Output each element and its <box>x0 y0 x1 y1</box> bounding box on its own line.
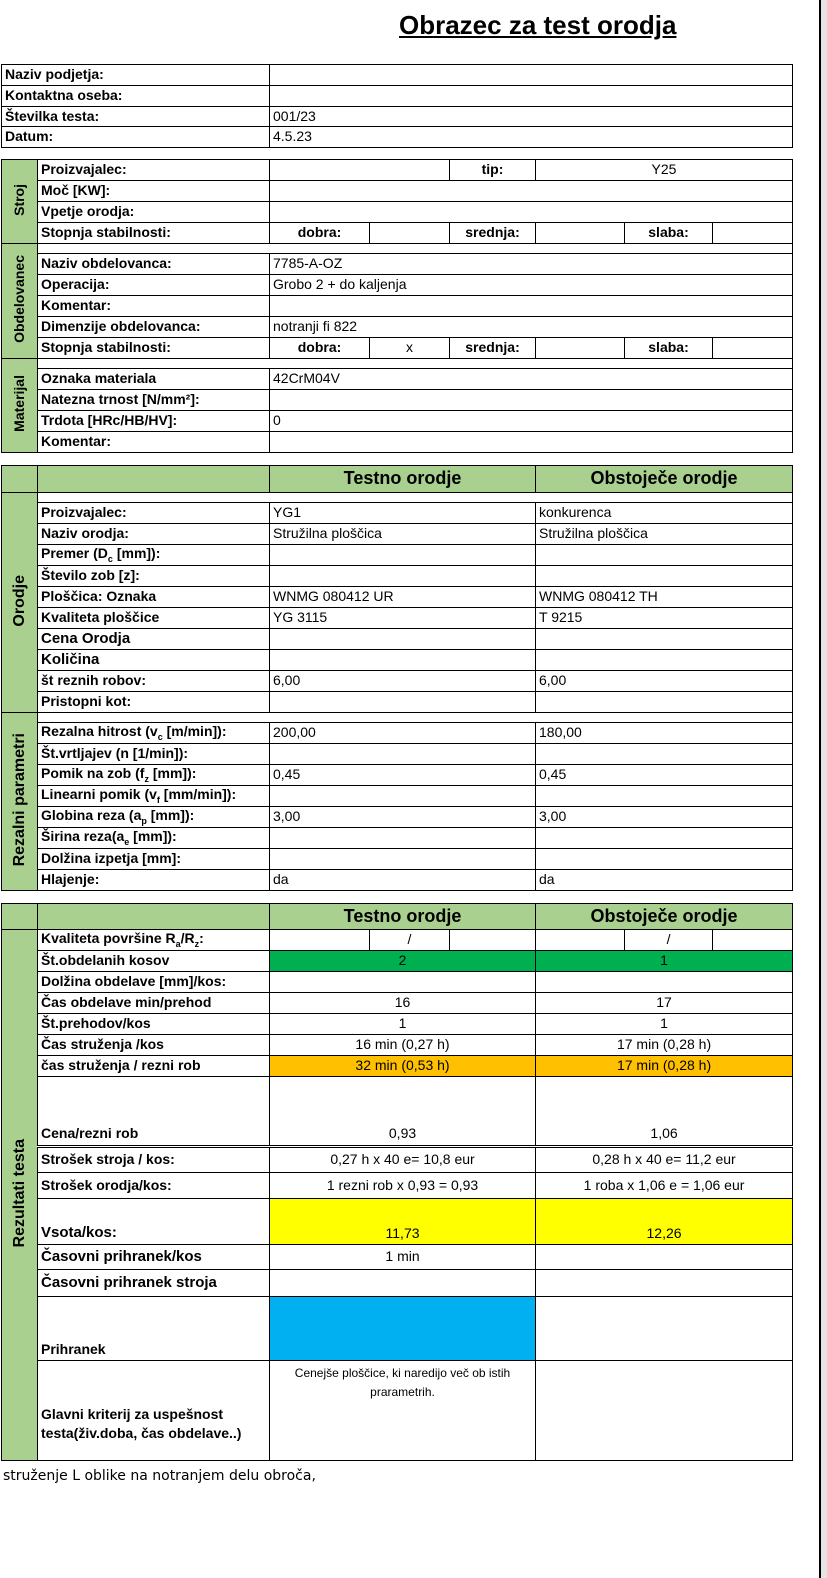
cutting-row-test[interactable]: 0,45 <box>270 765 536 786</box>
machine-stability-good-value[interactable] <box>370 223 450 244</box>
workpiece-stability-label: Stopnja stabilnosti: <box>38 338 270 359</box>
material-tensile-label: Natezna trnost [N/mm²]: <box>38 390 270 411</box>
header-blank <box>38 904 270 930</box>
machine-manufacturer-value[interactable] <box>270 160 450 181</box>
workpiece-operation-value[interactable]: Grobo 2 + do kaljenja <box>270 275 793 296</box>
time-per-pass-label: Čas obdelave min/prehod <box>38 993 270 1014</box>
cutting-row-existing[interactable] <box>536 786 793 807</box>
cutting-row-existing[interactable]: 3,00 <box>536 807 793 828</box>
success-criterion-existing[interactable] <box>536 1361 793 1461</box>
workpiece-stability-poor-label: slaba: <box>625 338 713 359</box>
passes-label: Št.prehodov/kos <box>38 1014 270 1035</box>
time-saving-test[interactable]: 1 min <box>270 1245 536 1270</box>
price-per-edge-existing[interactable]: 1,06 <box>536 1077 793 1147</box>
tool-row-test[interactable] <box>270 629 536 650</box>
sum-label: Vsota/kos: <box>38 1199 270 1245</box>
company-value[interactable] <box>270 65 793 86</box>
cutting-section-label: Rezalni parametri <box>2 713 38 891</box>
test-number-label: Številka testa: <box>2 107 270 127</box>
machining-length-test[interactable] <box>270 972 536 993</box>
turning-time-test[interactable]: 16 min (0,27 h) <box>270 1035 536 1056</box>
tool-row-existing[interactable] <box>536 629 793 650</box>
material-comment-value[interactable] <box>270 432 793 453</box>
workpiece-name-value[interactable]: 7785-A-OZ <box>270 254 793 275</box>
machine-stability-poor-label: slaba: <box>625 223 713 244</box>
material-tensile-value[interactable] <box>270 390 793 411</box>
tool-row-existing[interactable]: Stružilna ploščica <box>536 524 793 545</box>
cutting-row-existing[interactable] <box>536 744 793 765</box>
cutting-row-test[interactable] <box>270 744 536 765</box>
cutting-row-test[interactable]: da <box>270 870 536 891</box>
header-corner <box>2 466 38 493</box>
workpiece-comment-value[interactable] <box>270 296 793 317</box>
tool-row-test[interactable]: YG 3115 <box>270 608 536 629</box>
parts-count-test[interactable]: 2 <box>270 951 536 972</box>
tool-row-label: Cena Orodja <box>38 629 270 650</box>
surface-test-ra[interactable] <box>270 930 370 951</box>
footer-note: struženje L oblike na notranjem delu obroča, <box>3 1468 316 1484</box>
machine-time-saving-label: Časovni prihranek stroja <box>38 1270 270 1297</box>
tool-parameters-table <box>1 465 793 891</box>
contact-label: Kontaktna oseba: <box>2 86 270 107</box>
cutting-row-test[interactable]: 3,00 <box>270 807 536 828</box>
tool-row-label: Premer ($D_c$ [mm]): <box>38 545 270 566</box>
workpiece-stability-medium-label: srednja: <box>450 338 536 359</box>
tool-row-label: št reznih robov: <box>38 671 270 692</box>
tool-row-label: Pristopni kot: <box>38 692 270 713</box>
machine-time-saving-test[interactable] <box>270 1270 536 1297</box>
results-col-test-header: Testno orodje <box>270 904 536 930</box>
machine-time-saving-existing[interactable] <box>536 1270 793 1297</box>
parts-count-label: Št.obdelanih kosov <box>38 951 270 972</box>
cutting-row-existing[interactable]: 180,00 <box>536 723 793 744</box>
tool-row-label: Število zob [z]: <box>38 566 270 587</box>
spacer-row <box>38 493 793 503</box>
success-criterion-label: Glavni kriterij za uspešnost testa(živ.doba, čas obdelave..) <box>38 1361 270 1461</box>
machine-stability-medium-value[interactable] <box>536 223 625 244</box>
spacer-row <box>38 359 793 369</box>
cutting-row-test[interactable] <box>270 828 536 849</box>
surface-existing-separator: / <box>625 930 713 951</box>
workpiece-operation-label: Operacija: <box>38 275 270 296</box>
machine-stability-good-label: dobra: <box>270 223 370 244</box>
cutting-row-existing[interactable]: da <box>536 870 793 891</box>
tool-row-label: Naziv orodja: <box>38 524 270 545</box>
tool-row-test[interactable] <box>270 566 536 587</box>
material-section-label: Materijal <box>2 359 38 453</box>
machine-power-value[interactable] <box>270 181 793 202</box>
material-designation-label: Oznaka materiala <box>38 369 270 390</box>
cutting-row-label: Hlajenje: <box>38 870 270 891</box>
edge-time-test[interactable]: 32 min (0,53 h) <box>270 1056 536 1077</box>
cutting-row-existing[interactable]: 0,45 <box>536 765 793 786</box>
saving-label: Prihranek <box>38 1297 270 1361</box>
date-value[interactable]: 4.5.23 <box>270 127 793 148</box>
page-shadow <box>821 0 827 1578</box>
tool-row-label: Ploščica: Oznaka <box>38 587 270 608</box>
machine-manufacturer-label: Proizvajalec: <box>38 160 270 181</box>
machine-power-label: Moč [KW]: <box>38 181 270 202</box>
material-comment-label: Komentar: <box>38 432 270 453</box>
machine-stability-poor-value[interactable] <box>713 223 793 244</box>
machining-length-existing[interactable] <box>536 972 793 993</box>
tool-col-existing-header: Obstoječe orodje <box>536 466 793 493</box>
cutting-row-existing[interactable] <box>536 849 793 870</box>
surface-quality-label: Kvaliteta površine $R_a/R_z$: <box>38 930 270 951</box>
machine-cost-existing[interactable]: 0,28 h x 40 e= 11,2 eur <box>536 1147 793 1173</box>
tool-row-existing[interactable]: 6,00 <box>536 671 793 692</box>
results-table <box>1 903 793 1461</box>
cutting-row-existing[interactable] <box>536 828 793 849</box>
results-section-label: Rezultati testa <box>2 930 38 1461</box>
header-blank <box>38 466 270 493</box>
material-designation-value[interactable]: 42CrM04V <box>270 369 793 390</box>
tool-row-existing[interactable]: T 9215 <box>536 608 793 629</box>
tool-row-test[interactable]: Stružilna ploščica <box>270 524 536 545</box>
date-label: Datum: <box>2 127 270 148</box>
cutting-row-test[interactable] <box>270 786 536 807</box>
workpiece-stability-good-value[interactable]: x <box>370 338 450 359</box>
tool-row-existing[interactable] <box>536 692 793 713</box>
saving-test[interactable] <box>270 1297 536 1361</box>
price-per-edge-test[interactable]: 0,93 <box>270 1077 536 1147</box>
tool-row-test[interactable] <box>270 692 536 713</box>
tool-row-label: Količina <box>38 650 270 671</box>
header-corner <box>2 904 38 930</box>
cutting-row-test[interactable]: 200,00 <box>270 723 536 744</box>
time-per-pass-existing[interactable]: 17 <box>536 993 793 1014</box>
machine-stability-label: Stopnja stabilnosti: <box>38 223 270 244</box>
tool-row-label: Proizvajalec: <box>38 503 270 524</box>
surface-existing-ra[interactable] <box>536 930 625 951</box>
tool-row-existing[interactable]: konkurenca <box>536 503 793 524</box>
passes-existing[interactable]: 1 <box>536 1014 793 1035</box>
cutting-row-label: Širina $reza(a_e$ [mm]): <box>38 828 270 849</box>
cutting-row-label: Linearni pomik ($v_f$ [mm/min]): <box>38 786 270 807</box>
workpiece-stability-good-label: dobra: <box>270 338 370 359</box>
surface-test-separator: / <box>370 930 450 951</box>
surface-existing-rz[interactable] <box>713 930 793 951</box>
tool-cost-label: Strošek orodja/kos: <box>38 1173 270 1199</box>
tool-cost-existing[interactable]: 1 roba x 1,06 e = 1,06 eur <box>536 1173 793 1199</box>
machining-length-label: Dolžina obdelave [mm]/kos: <box>38 972 270 993</box>
company-label: Naziv podjetja: <box>2 65 270 86</box>
time-saving-label: Časovni prihranek/kos <box>38 1245 270 1270</box>
tool-row-existing[interactable] <box>536 545 793 566</box>
test-number-value[interactable]: 001/23 <box>270 107 793 127</box>
workpiece-section-label: Obdelovanec <box>2 244 38 359</box>
time-saving-existing[interactable] <box>536 1245 793 1270</box>
machine-type-value[interactable]: Y25 <box>536 160 793 181</box>
results-col-existing-header: Obstoječe orodje <box>536 904 793 930</box>
sum-existing[interactable]: 12,26 <box>536 1199 793 1245</box>
machine-clamping-value[interactable] <box>270 202 793 223</box>
tool-row-existing[interactable] <box>536 566 793 587</box>
tool-row-test[interactable]: YG1 <box>270 503 536 524</box>
machine-cost-label: Strošek stroja / kos: <box>38 1147 270 1173</box>
tool-row-test[interactable] <box>270 545 536 566</box>
cutting-row-label: Rezalna hitrost ($v_c$ [m/min]): <box>38 723 270 744</box>
tool-row-test[interactable]: 6,00 <box>270 671 536 692</box>
tool-row-label: Kvaliteta ploščice <box>38 608 270 629</box>
price-per-edge-label: Cena/rezni rob <box>38 1077 270 1147</box>
passes-test[interactable]: 1 <box>270 1014 536 1035</box>
workpiece-dimensions-value[interactable]: notranji fi 822 <box>270 317 793 338</box>
cutting-row-test[interactable] <box>270 849 536 870</box>
turning-time-existing[interactable]: 17 min (0,28 h) <box>536 1035 793 1056</box>
edge-time-existing[interactable]: 17 min (0,28 h) <box>536 1056 793 1077</box>
saving-existing[interactable] <box>536 1297 793 1361</box>
machine-cost-test[interactable]: 0,27 h x 40 e= 10,8 eur <box>270 1147 536 1173</box>
workpiece-stability-poor-value[interactable] <box>713 338 793 359</box>
tool-cost-test[interactable]: 1 rezni rob x 0,93 = 0,93 <box>270 1173 536 1199</box>
tool-row-test[interactable] <box>270 650 536 671</box>
spacer-row <box>38 713 793 723</box>
cutting-row-label: Št.vrtljajev (n [1/min]): <box>38 744 270 765</box>
general-info-table <box>1 64 793 148</box>
turning-time-label: Čas struženja /kos <box>38 1035 270 1056</box>
success-criterion-test[interactable]: Cenejše ploščice, ki naredijo več ob istih prarametrih. <box>270 1361 536 1461</box>
edge-time-label: čas struženja / rezni rob <box>38 1056 270 1077</box>
contact-value[interactable] <box>270 86 793 107</box>
machine-section-label: Stroj <box>2 160 38 244</box>
material-hardness-value[interactable]: 0 <box>270 411 793 432</box>
tool-row-existing[interactable]: WNMG 080412 TH <box>536 587 793 608</box>
workpiece-name-label: Naziv obdelovanca: <box>38 254 270 275</box>
surface-test-rz[interactable] <box>450 930 536 951</box>
machine-type-label: tip: <box>450 160 536 181</box>
tool-row-test[interactable]: WNMG 080412 UR <box>270 587 536 608</box>
machine-clamping-label: Vpetje orodja: <box>38 202 270 223</box>
tool-row-existing[interactable] <box>536 650 793 671</box>
workpiece-comment-label: Komentar: <box>38 296 270 317</box>
workpiece-stability-medium-value[interactable] <box>536 338 625 359</box>
cutting-row-label: Dolžina izpetja [mm]: <box>38 849 270 870</box>
cutting-row-label: Pomik na zob ($f_z$ [mm]): <box>38 765 270 786</box>
form-title: Obrazec za test orodja <box>399 10 677 40</box>
spacer-row <box>38 244 793 254</box>
material-hardness-label: Trdota [HRc/HB/HV]: <box>38 411 270 432</box>
time-per-pass-test[interactable]: 16 <box>270 993 536 1014</box>
sum-test[interactable]: 11,73 <box>270 1199 536 1245</box>
cutting-row-label: Globina reza ($a_p$ [mm]): <box>38 807 270 828</box>
machine-workpiece-material-table <box>1 159 793 453</box>
workpiece-dimensions-label: Dimenzije obdelovanca: <box>38 317 270 338</box>
tool-section-label: Orodje <box>2 493 38 713</box>
machine-stability-medium-label: srednja: <box>450 223 536 244</box>
tool-col-test-header: Testno orodje <box>270 466 536 493</box>
parts-count-existing[interactable]: 1 <box>536 951 793 972</box>
